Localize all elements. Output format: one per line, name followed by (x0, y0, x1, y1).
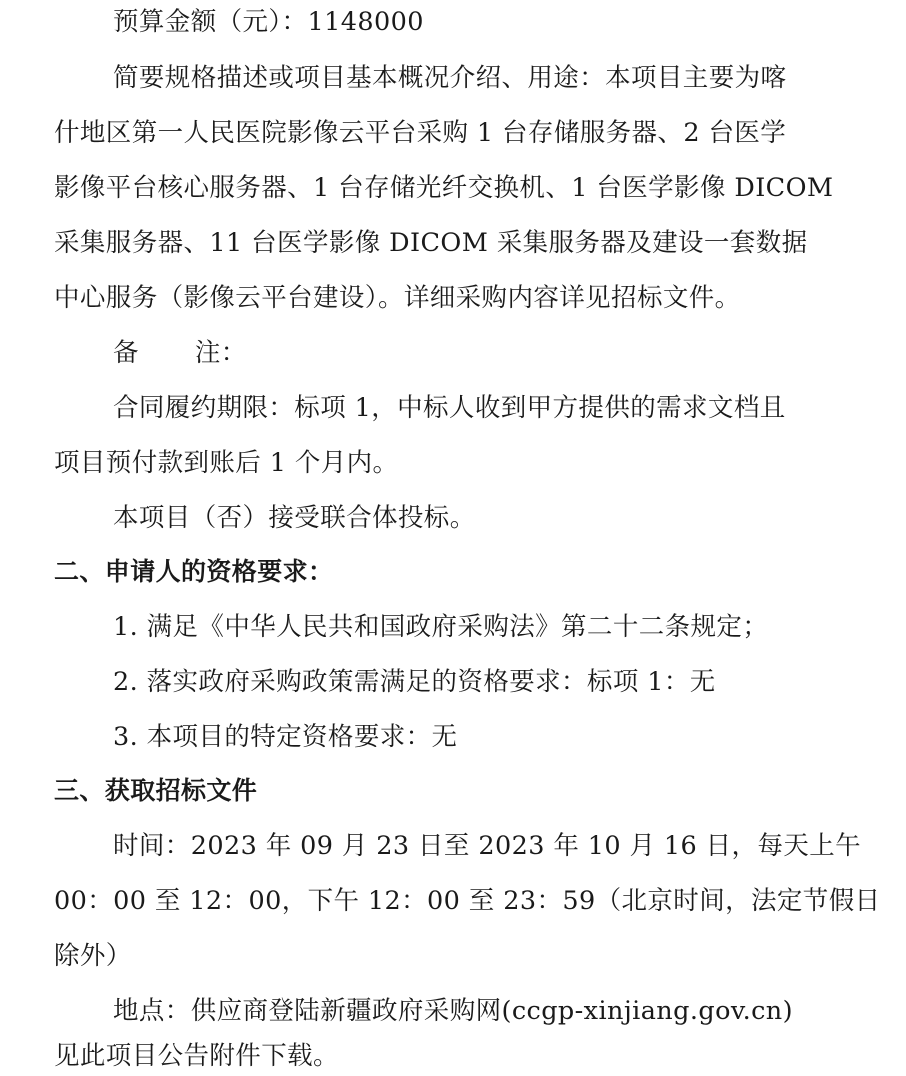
place-line-1: 地点：供应商登陆新疆政府采购网(ccgp-xinjiang.gov.cn) (113, 996, 793, 1026)
budget-amount: 预算金额（元）：1148000 (113, 7, 424, 37)
place-line-2: 见此项目公告附件下载。 (54, 1041, 339, 1071)
description-line-2: 什地区第一人民医院影像云平台采购 1 台存储服务器、2 台医学 (54, 118, 787, 148)
time-line-3: 除外） (54, 941, 132, 971)
section-3-title: 三、获取招标文件 (54, 776, 258, 805)
description-line-3: 影像平台核心服务器、1 台存储光纤交换机、1 台医学影像 DICOM (54, 173, 834, 203)
remarks-label-a: 备 (113, 338, 139, 368)
remarks-label (113, 333, 247, 373)
remarks-label-b: 注： (194, 338, 247, 368)
description-line-1: 简要规格描述或项目基本概况介绍、用途：本项目主要为喀 (113, 63, 787, 93)
time-line-2: 00：00 至 12：00，下午 12：00 至 23：59（北京时间，法定节假日 (54, 886, 881, 916)
description-line-4: 采集服务器、11 台医学影像 DICOM 采集服务器及建设一套数据 (54, 228, 808, 258)
qualification-item-1: 1. 满足《中华人民共和国政府采购法》第二十二条规定； (113, 612, 769, 642)
qualification-item-3: 3. 本项目的特定资格要求：无 (113, 722, 458, 752)
time-line-1: 时间：2023 年 09 月 23 日至 2023 年 10 月 16 日，每天上午 (113, 831, 862, 861)
qualification-item-2: 2. 落实政府采购政策需满足的资格要求：标项 1：无 (113, 667, 716, 697)
consortium-statement: 本项目（否）接受联合体投标。 (113, 503, 476, 533)
contract-line-1: 合同履约期限：标项 1，中标人收到甲方提供的需求文档且 (113, 393, 786, 423)
description-line-5: 中心服务（影像云平台建设）。详细采购内容详见招标文件。 (54, 283, 741, 313)
contract-line-2: 项目预付款到账后 1 个月内。 (54, 448, 399, 478)
section-2-title: 二、申请人的资格要求： (54, 557, 334, 586)
